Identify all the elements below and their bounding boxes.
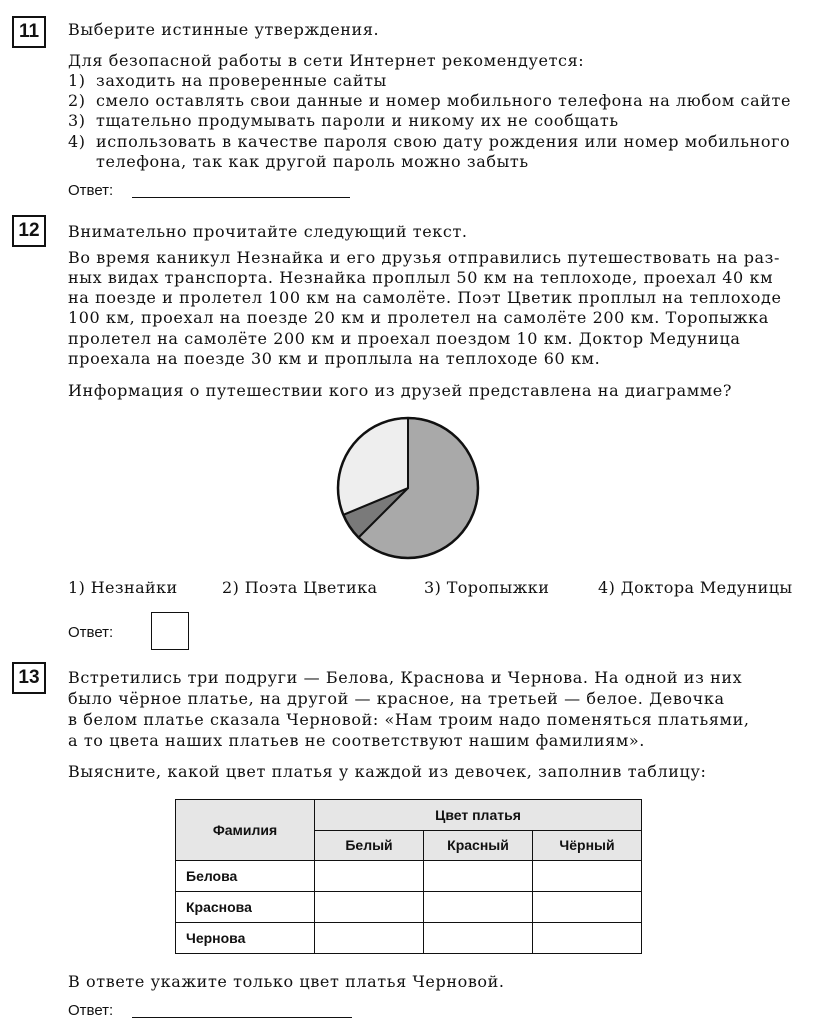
- table-row: [176, 892, 642, 923]
- option-number: 3): [68, 111, 86, 130]
- table-cell[interactable]: [424, 892, 533, 923]
- pie-chart: [328, 408, 488, 568]
- answer-box-12[interactable]: [151, 612, 189, 650]
- answer-label-13: Ответ:: [68, 1002, 114, 1019]
- table-row: [176, 923, 642, 954]
- task-13-text-line: Встретились три подруги — Белова, Краснова и Чернова. На одной из них: [68, 668, 743, 687]
- row-label-chernova: Чернова: [176, 923, 315, 954]
- choice-2[interactable]: 2) Поэта Цветика: [222, 578, 378, 597]
- table-cell[interactable]: [533, 861, 642, 892]
- option-number: 4): [68, 132, 86, 151]
- table-cell[interactable]: [315, 892, 424, 923]
- task-11-intro: Для безопасной работы в сети Интернет рекомендуется:: [68, 51, 585, 70]
- table-header-red: Красный: [424, 830, 533, 861]
- task-12-text-line: Во время каникул Незнайка и его друзья отправились путешествовать на раз-: [68, 248, 781, 267]
- option-text: заходить на проверенные сайты: [96, 71, 387, 90]
- task-11-option-4: [68, 132, 790, 152]
- task-11-option-3: [68, 111, 619, 131]
- table-cell[interactable]: [533, 892, 642, 923]
- task-12-text-line: 100 км, проехал на поезде 20 км и пролетел на самолёте 200 км. Торопыжка: [68, 308, 769, 327]
- table-cell[interactable]: [315, 923, 424, 954]
- option-text: тщательно продумывать пароли и никому их не сообщать: [96, 111, 619, 130]
- task-11-option-1: [68, 71, 387, 91]
- table-cell[interactable]: [424, 923, 533, 954]
- task-11-title: Выберите истинные утверждения.: [68, 20, 380, 39]
- task-number-12: 12: [12, 215, 46, 247]
- table-row: [176, 861, 642, 892]
- task-13-text-line: в белом платье сказала Черновой: «Нам троим надо поменяться платьями,: [68, 710, 750, 729]
- task-12-title: Внимательно прочитайте следующий текст.: [68, 222, 468, 241]
- task-13-text-line: было чёрное платье, на другой — красное, на третьей — белое. Девочка: [68, 689, 725, 708]
- task-13-instruction: В ответе укажите только цвет платья Черновой.: [68, 972, 505, 991]
- table-header-white: Белый: [315, 830, 424, 861]
- option-text: смело оставлять свои данные и номер мобильного телефона на любом сайте: [96, 91, 792, 110]
- task-11-option-4-cont: [68, 152, 529, 172]
- option-number: 2): [68, 91, 86, 110]
- task-11-option-2: [68, 91, 791, 111]
- task-number-13: 13: [12, 662, 46, 694]
- task-13-question: Выясните, какой цвет платья у каждой из девочек, заполнив таблицу:: [68, 762, 707, 781]
- table-header-surname: Фамилия: [176, 800, 315, 861]
- row-label-belova: Белова: [176, 861, 315, 892]
- task-13-text-line: а то цвета наших платьев не соответствуют нашим фамилиям».: [68, 731, 645, 750]
- answer-field-11[interactable]: [132, 197, 350, 198]
- task-12-question: Информация о путешествии кого из друзей представлена на диаграмме?: [68, 381, 733, 400]
- row-label-krasnova: Краснова: [176, 892, 315, 923]
- answer-label-12: Ответ:: [68, 624, 114, 641]
- choice-4[interactable]: 4) Доктора Медуницы: [598, 578, 793, 597]
- task-12-text-line: на поезде и пролетел 100 км на самолёте. Поэт Цветик проплыл на теплоходе: [68, 288, 782, 307]
- dress-color-table: [175, 799, 642, 954]
- table-cell[interactable]: [424, 861, 533, 892]
- task-number-11: 11: [12, 16, 46, 48]
- option-text: телефона, так как другой пароль можно забыть: [96, 152, 529, 171]
- table-cell[interactable]: [315, 861, 424, 892]
- answer-field-13[interactable]: [132, 1017, 352, 1018]
- task-12-text-line: ных видах транспорта. Незнайка проплыл 50 км на теплоходе, проехал 40 км: [68, 268, 774, 287]
- option-number: 1): [68, 71, 86, 90]
- table-header-color-group: Цвет платья: [315, 800, 642, 831]
- option-text: использовать в качестве пароля свою дату рождения или номер мобильного: [96, 132, 791, 151]
- answer-label-11: Ответ:: [68, 182, 114, 199]
- choice-3[interactable]: 3) Торопыжки: [424, 578, 550, 597]
- task-12-text-line: пролетел на самолёте 200 км и проехал поездом 10 км. Доктор Медуница: [68, 329, 741, 348]
- table-cell[interactable]: [533, 923, 642, 954]
- choice-1[interactable]: 1) Незнайки: [68, 578, 178, 597]
- table-header-black: Чёрный: [533, 830, 642, 861]
- task-12-text-line: проехала на поезде 30 км и проплыла на теплоходе 60 км.: [68, 349, 601, 368]
